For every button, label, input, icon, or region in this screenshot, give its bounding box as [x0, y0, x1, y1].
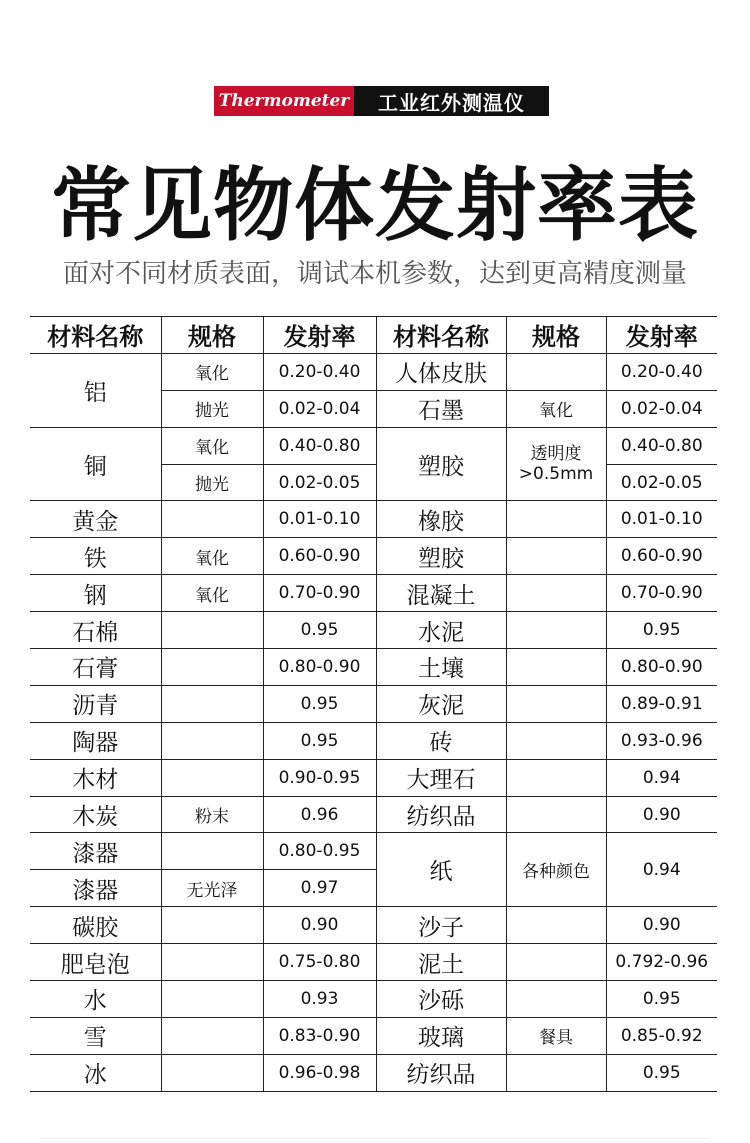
material-spec: 氧化 [161, 575, 263, 612]
material-spec [506, 649, 606, 686]
header-material-name: 材料名称 [30, 317, 161, 354]
material-spec [161, 944, 263, 981]
material-name: 灰泥 [376, 685, 506, 722]
header-spec: 规格 [506, 317, 606, 354]
emissivity-value: 0.94 [606, 833, 717, 907]
emissivity-value: 0.20-0.40 [606, 353, 717, 390]
table-row [30, 575, 717, 612]
material-name: 人体皮肤 [376, 353, 506, 390]
table-row [30, 501, 717, 538]
material-name: 铝 [30, 353, 161, 427]
material-name: 石墨 [376, 390, 506, 427]
material-name: 纺织品 [376, 1054, 506, 1091]
material-name: 木材 [30, 759, 161, 796]
emissivity-value: 0.75-0.80 [263, 944, 376, 981]
badge-product-name: 工业红外测温仪 [354, 86, 549, 116]
header-spec: 规格 [161, 317, 263, 354]
header-emissivity: 发射率 [263, 317, 376, 354]
material-name: 泥土 [376, 944, 506, 981]
material-name: 碳胶 [30, 907, 161, 944]
material-spec [506, 612, 606, 649]
material-spec [161, 722, 263, 759]
emissivity-value: 0.95 [606, 1054, 717, 1091]
material-name: 钢 [30, 575, 161, 612]
material-name: 漆器 [30, 870, 161, 907]
brand-badge [214, 86, 549, 116]
table-row [30, 796, 717, 833]
table-row [30, 1054, 717, 1091]
material-spec: 抛光 [161, 464, 263, 501]
emissivity-value: 0.02-0.05 [606, 464, 717, 501]
emissivity-value: 0.80-0.90 [263, 649, 376, 686]
material-spec [161, 1054, 263, 1091]
material-name: 塑胶 [376, 538, 506, 575]
material-name: 冰 [30, 1054, 161, 1091]
table-row [30, 722, 717, 759]
material-name: 沙子 [376, 907, 506, 944]
material-name: 橡胶 [376, 501, 506, 538]
material-spec: 氧化 [506, 390, 606, 427]
material-name: 铜 [30, 427, 161, 501]
emissivity-value: 0.01-0.10 [263, 501, 376, 538]
material-spec [506, 981, 606, 1018]
material-name: 纺织品 [376, 796, 506, 833]
material-spec: 氧化 [161, 427, 263, 464]
material-name: 铁 [30, 538, 161, 575]
emissivity-value: 0.02-0.04 [263, 390, 376, 427]
material-spec [506, 1054, 606, 1091]
table-row [30, 685, 717, 722]
emissivity-value: 0.01-0.10 [606, 501, 717, 538]
material-spec [161, 649, 263, 686]
table-row [30, 427, 717, 464]
material-spec [161, 981, 263, 1018]
emissivity-value: 0.96-0.98 [263, 1054, 376, 1091]
emissivity-value: 0.93 [263, 981, 376, 1018]
emissivity-value: 0.85-0.92 [606, 1017, 717, 1054]
material-name: 混凝土 [376, 575, 506, 612]
material-spec [506, 944, 606, 981]
emissivity-value: 0.93-0.96 [606, 722, 717, 759]
emissivity-value: 0.80-0.90 [606, 649, 717, 686]
material-spec: 透明度 >0.5mm [506, 427, 606, 501]
table-row [30, 759, 717, 796]
material-name: 玻璃 [376, 1017, 506, 1054]
material-spec [506, 722, 606, 759]
material-spec [161, 907, 263, 944]
table-row [30, 907, 717, 944]
material-spec: 抛光 [161, 390, 263, 427]
emissivity-value: 0.60-0.90 [606, 538, 717, 575]
header-emissivity: 发射率 [606, 317, 717, 354]
material-spec: 氧化 [161, 538, 263, 575]
table-row [30, 833, 717, 870]
material-spec: 粉末 [161, 796, 263, 833]
material-spec: 各种颜色 [506, 833, 606, 907]
material-name: 石膏 [30, 649, 161, 686]
emissivity-value: 0.90-0.95 [263, 759, 376, 796]
table-row [30, 1017, 717, 1054]
emissivity-table [30, 316, 717, 1092]
emissivity-value: 0.90 [606, 796, 717, 833]
emissivity-value: 0.792-0.96 [606, 944, 717, 981]
material-spec [506, 575, 606, 612]
emissivity-value: 0.40-0.80 [263, 427, 376, 464]
material-spec [161, 612, 263, 649]
material-spec [161, 759, 263, 796]
emissivity-value: 0.95 [263, 685, 376, 722]
table-header-row [30, 317, 717, 354]
material-name: 漆器 [30, 833, 161, 870]
material-spec [506, 538, 606, 575]
footer-divider [40, 1138, 710, 1139]
emissivity-value: 0.70-0.90 [606, 575, 717, 612]
emissivity-value: 0.60-0.90 [263, 538, 376, 575]
material-name: 肥皂泡 [30, 944, 161, 981]
header-material-name: 材料名称 [376, 317, 506, 354]
page-subtitle: 面对不同材质表面，调试本机参数，达到更高精度测量 [62, 259, 687, 289]
emissivity-value: 0.95 [263, 612, 376, 649]
emissivity-value: 0.83-0.90 [263, 1017, 376, 1054]
material-spec [506, 685, 606, 722]
material-name: 沥青 [30, 685, 161, 722]
emissivity-value: 0.89-0.91 [606, 685, 717, 722]
emissivity-value: 0.97 [263, 870, 376, 907]
material-name: 木炭 [30, 796, 161, 833]
table-row [30, 649, 717, 686]
material-name: 塑胶 [376, 427, 506, 501]
material-name: 雪 [30, 1017, 161, 1054]
table-row [30, 981, 717, 1018]
table-row [30, 538, 717, 575]
emissivity-value: 0.70-0.90 [263, 575, 376, 612]
material-spec [506, 759, 606, 796]
material-spec: 无光泽 [161, 870, 263, 907]
emissivity-value: 0.90 [263, 907, 376, 944]
material-name: 石棉 [30, 612, 161, 649]
material-name: 水 [30, 981, 161, 1018]
badge-thermometer: Thermometer [214, 86, 354, 116]
material-spec [506, 501, 606, 538]
emissivity-value: 0.95 [263, 722, 376, 759]
material-spec [506, 353, 606, 390]
emissivity-value: 0.02-0.05 [263, 464, 376, 501]
material-spec [161, 685, 263, 722]
emissivity-value: 0.80-0.95 [263, 833, 376, 870]
emissivity-value: 0.95 [606, 612, 717, 649]
material-spec [506, 796, 606, 833]
table-row [30, 944, 717, 981]
material-spec [161, 501, 263, 538]
material-name: 土壤 [376, 649, 506, 686]
material-name: 纸 [376, 833, 506, 907]
material-name: 陶器 [30, 722, 161, 759]
material-name: 沙砾 [376, 981, 506, 1018]
material-spec [161, 833, 263, 870]
table-row [30, 353, 717, 390]
material-spec [161, 1017, 263, 1054]
material-name: 大理石 [376, 759, 506, 796]
material-spec [506, 907, 606, 944]
material-name: 水泥 [376, 612, 506, 649]
page-title: 常见物体发射率表 [51, 159, 699, 252]
emissivity-value: 0.90 [606, 907, 717, 944]
emissivity-value: 0.95 [606, 981, 717, 1018]
emissivity-value: 0.94 [606, 759, 717, 796]
emissivity-value: 0.40-0.80 [606, 427, 717, 464]
emissivity-value: 0.20-0.40 [263, 353, 376, 390]
material-name: 黄金 [30, 501, 161, 538]
material-spec: 氧化 [161, 353, 263, 390]
emissivity-value: 0.96 [263, 796, 376, 833]
emissivity-value: 0.02-0.04 [606, 390, 717, 427]
material-name: 砖 [376, 722, 506, 759]
table-row [30, 612, 717, 649]
material-spec: 餐具 [506, 1017, 606, 1054]
